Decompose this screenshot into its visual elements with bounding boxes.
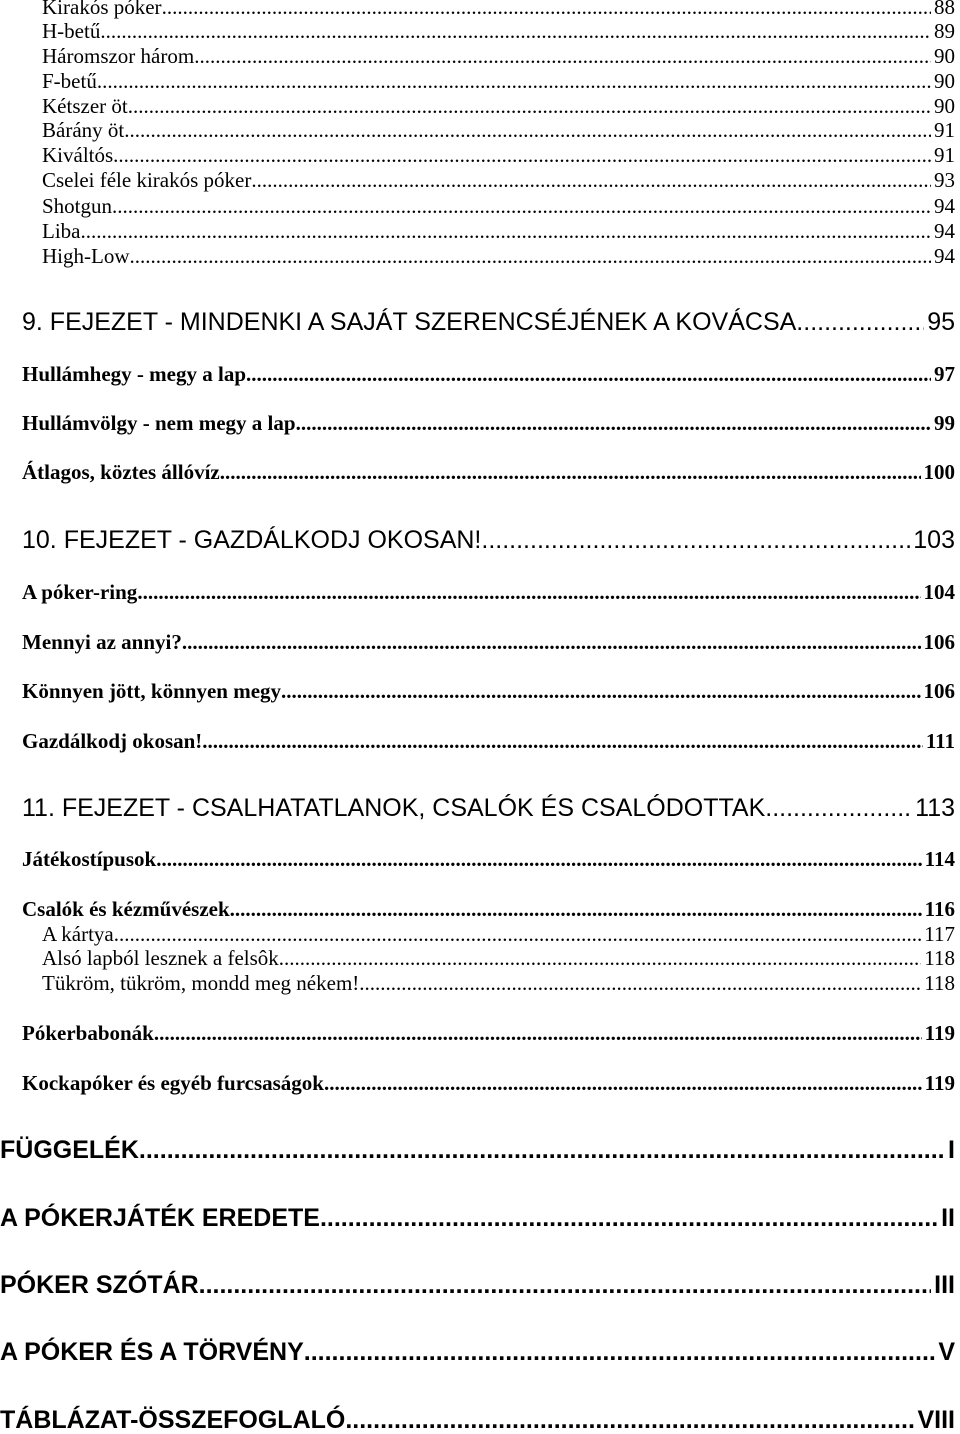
dot-leader: [304, 1338, 936, 1366]
toc-subsection-entry[interactable]: [42, 67, 955, 95]
toc-page-number: 104: [923, 580, 955, 604]
dot-leader: [765, 794, 912, 822]
toc-subsection-entry[interactable]: [42, 17, 955, 45]
toc-chapter-title: 9. FEJEZET - MINDENKI A SAJÁT SZERENCSÉJÉNEK A KOVÁCSA: [22, 308, 797, 336]
toc-entry-title: Kétszer öt: [42, 94, 128, 118]
toc-subsection-entry[interactable]: [42, 42, 955, 70]
toc-subsection-entry[interactable]: [42, 217, 955, 245]
toc-section-entry[interactable]: [22, 1069, 955, 1097]
toc-page-number: 93: [934, 168, 955, 192]
toc-page-number: 103: [913, 526, 955, 554]
toc-appendix-entry[interactable]: [0, 1406, 955, 1434]
dot-leader: [100, 17, 931, 45]
dot-leader: [80, 217, 931, 245]
dot-leader: [202, 727, 923, 755]
toc-subsection-entry[interactable]: [42, 141, 955, 169]
toc-entry-title: Tükröm, tükröm, mondd meg nékem!: [42, 971, 360, 995]
dot-leader: [199, 1271, 932, 1299]
toc-page-number: 118: [924, 971, 955, 995]
toc-section-entry[interactable]: [22, 677, 955, 705]
dot-leader: [139, 1136, 945, 1164]
toc-section-title: Hullámvölgy - nem megy a lap: [22, 411, 296, 435]
toc-entry-title: Cselei féle kirakós póker: [42, 168, 252, 192]
toc-page-number: 106: [923, 630, 955, 654]
toc-entry-title: Alsó lapból lesznek a felsôk: [42, 946, 279, 970]
toc-page-number: V: [938, 1338, 955, 1366]
toc-page-number: 97: [934, 362, 955, 386]
toc-chapter-entry[interactable]: [22, 526, 955, 554]
toc-page-number: 90: [934, 44, 955, 68]
toc-appendix-title: A PÓKER ÉS A TÖRVÉNY: [0, 1338, 304, 1366]
toc-page-number: VIII: [917, 1406, 955, 1434]
dot-leader: [137, 578, 920, 606]
dot-leader: [124, 116, 931, 144]
dot-leader: [112, 192, 931, 220]
toc-section-entry[interactable]: [22, 409, 955, 437]
toc-subsection-entry[interactable]: [42, 166, 955, 194]
toc-page-number: 114: [924, 847, 955, 871]
toc-section-entry[interactable]: [22, 845, 955, 873]
dot-leader: [113, 141, 931, 169]
toc-page-number: 94: [934, 194, 955, 218]
toc-appendix-entry[interactable]: [0, 1271, 955, 1299]
toc-section-entry[interactable]: [22, 628, 955, 656]
toc-page-number: 90: [934, 69, 955, 93]
toc-entry-title: Háromszor három: [42, 44, 195, 68]
toc-appendix-title: TÁBLÁZAT-ÖSSZEFOGLALÓ: [0, 1406, 346, 1434]
toc-appendix-entry[interactable]: [0, 1136, 955, 1164]
toc-entry-title: F-betű: [42, 69, 97, 93]
toc-section-title: Gazdálkodj okosan!: [22, 729, 203, 753]
dot-leader: [154, 1019, 922, 1047]
toc-subsection-entry[interactable]: [42, 116, 955, 144]
toc-page-number: 91: [934, 118, 955, 142]
dot-leader: [796, 308, 924, 336]
toc-page-number: 116: [924, 897, 955, 921]
toc-entry-title: Liba: [42, 219, 81, 243]
toc-appendix-title: PÓKER SZÓTÁR: [0, 1271, 199, 1299]
toc-section-title: Hullámhegy - megy a lap: [22, 362, 246, 386]
dot-leader: [320, 1204, 938, 1232]
toc-page-number: I: [948, 1136, 955, 1164]
dot-leader: [230, 895, 922, 923]
toc-entry-title: Kiváltós: [42, 143, 114, 167]
dot-leader: [246, 360, 931, 388]
toc-entry-title: H-betű: [42, 19, 101, 43]
toc-chapter-entry[interactable]: [22, 308, 955, 336]
toc-appendix-entry[interactable]: [0, 1338, 955, 1366]
toc-chapter-title: 11. FEJEZET - CSALHATATLANOK, CSALÓK ÉS CSALÓDOTTAK: [22, 794, 766, 822]
toc-section-entry[interactable]: [22, 578, 955, 606]
toc-page-number: 91: [934, 143, 955, 167]
dot-leader: [281, 677, 920, 705]
toc-page-number: 119: [924, 1021, 955, 1045]
dot-leader: [220, 458, 921, 486]
toc-subsection-entry[interactable]: [42, 969, 955, 997]
toc-page-number: 113: [915, 794, 955, 822]
toc-section-title: Mennyi az annyi?: [22, 630, 182, 654]
toc-page-number: 94: [934, 244, 955, 268]
dot-leader: [279, 944, 921, 972]
toc-page-number: 100: [923, 460, 955, 484]
toc-page-number: III: [934, 1271, 955, 1299]
toc-appendix-entry[interactable]: [0, 1204, 955, 1232]
toc-page-number: 95: [927, 308, 955, 336]
toc-section-entry[interactable]: [22, 727, 955, 755]
toc-section-entry[interactable]: [22, 1019, 955, 1047]
toc-entry-title: Bárány öt: [42, 118, 125, 142]
toc-section-title: Pókerbabonák: [22, 1021, 154, 1045]
dot-leader: [156, 845, 921, 873]
toc-page-number: 111: [925, 729, 955, 753]
toc-section-entry[interactable]: [22, 458, 955, 486]
toc-page-number: 119: [924, 1071, 955, 1095]
toc-section-title: Játékostípusok: [22, 847, 157, 871]
dot-leader: [194, 42, 931, 70]
toc-section-title: Átlagos, köztes állóvíz: [22, 460, 220, 484]
toc-chapter-entry[interactable]: [22, 794, 955, 822]
dot-leader: [324, 1069, 922, 1097]
toc-page-number: 117: [924, 922, 955, 946]
toc-entry-title: A kártya: [42, 922, 114, 946]
toc-page-number: 89: [934, 19, 955, 43]
toc-section-title: Kockapóker és egyéb furcsaságok: [22, 1071, 324, 1095]
toc-appendix-title: A PÓKERJÁTÉK EREDETE: [0, 1204, 320, 1232]
toc-entry-title: Shotgun: [42, 194, 113, 218]
toc-section-entry[interactable]: [22, 360, 955, 388]
toc-page-number: 88: [934, 0, 955, 19]
toc-section-title: A póker-ring: [22, 580, 138, 604]
dot-leader: [345, 1406, 914, 1434]
dot-leader: [296, 409, 931, 437]
toc-section-entry[interactable]: [22, 895, 955, 923]
toc-subsection-entry[interactable]: [42, 192, 955, 220]
toc-section-title: Könnyen jött, könnyen megy: [22, 679, 282, 703]
toc-section-title: Csalók és kézművészek: [22, 897, 230, 921]
dot-leader: [97, 67, 931, 95]
toc-subsection-entry[interactable]: [42, 242, 955, 270]
dot-leader: [130, 242, 932, 270]
toc-page-number: II: [941, 1204, 955, 1232]
toc-subsection-entry[interactable]: [42, 944, 955, 972]
dot-leader: [481, 526, 910, 554]
toc-chapter-title: 10. FEJEZET - GAZDÁLKODJ OKOSAN!: [22, 526, 482, 554]
dot-leader: [182, 628, 921, 656]
toc-entry-title: Kirakós póker: [42, 0, 162, 19]
toc-page-number: 118: [924, 946, 955, 970]
toc-page-number: 106: [923, 679, 955, 703]
toc-appendix-title: FÜGGELÉK: [0, 1136, 139, 1164]
toc-page-number: 99: [934, 411, 955, 435]
dot-leader: [251, 166, 931, 194]
toc-page-number: 90: [934, 94, 955, 118]
dot-leader: [359, 969, 921, 997]
toc-page-number: 94: [934, 219, 955, 243]
toc-entry-title: High-Low: [42, 244, 130, 268]
